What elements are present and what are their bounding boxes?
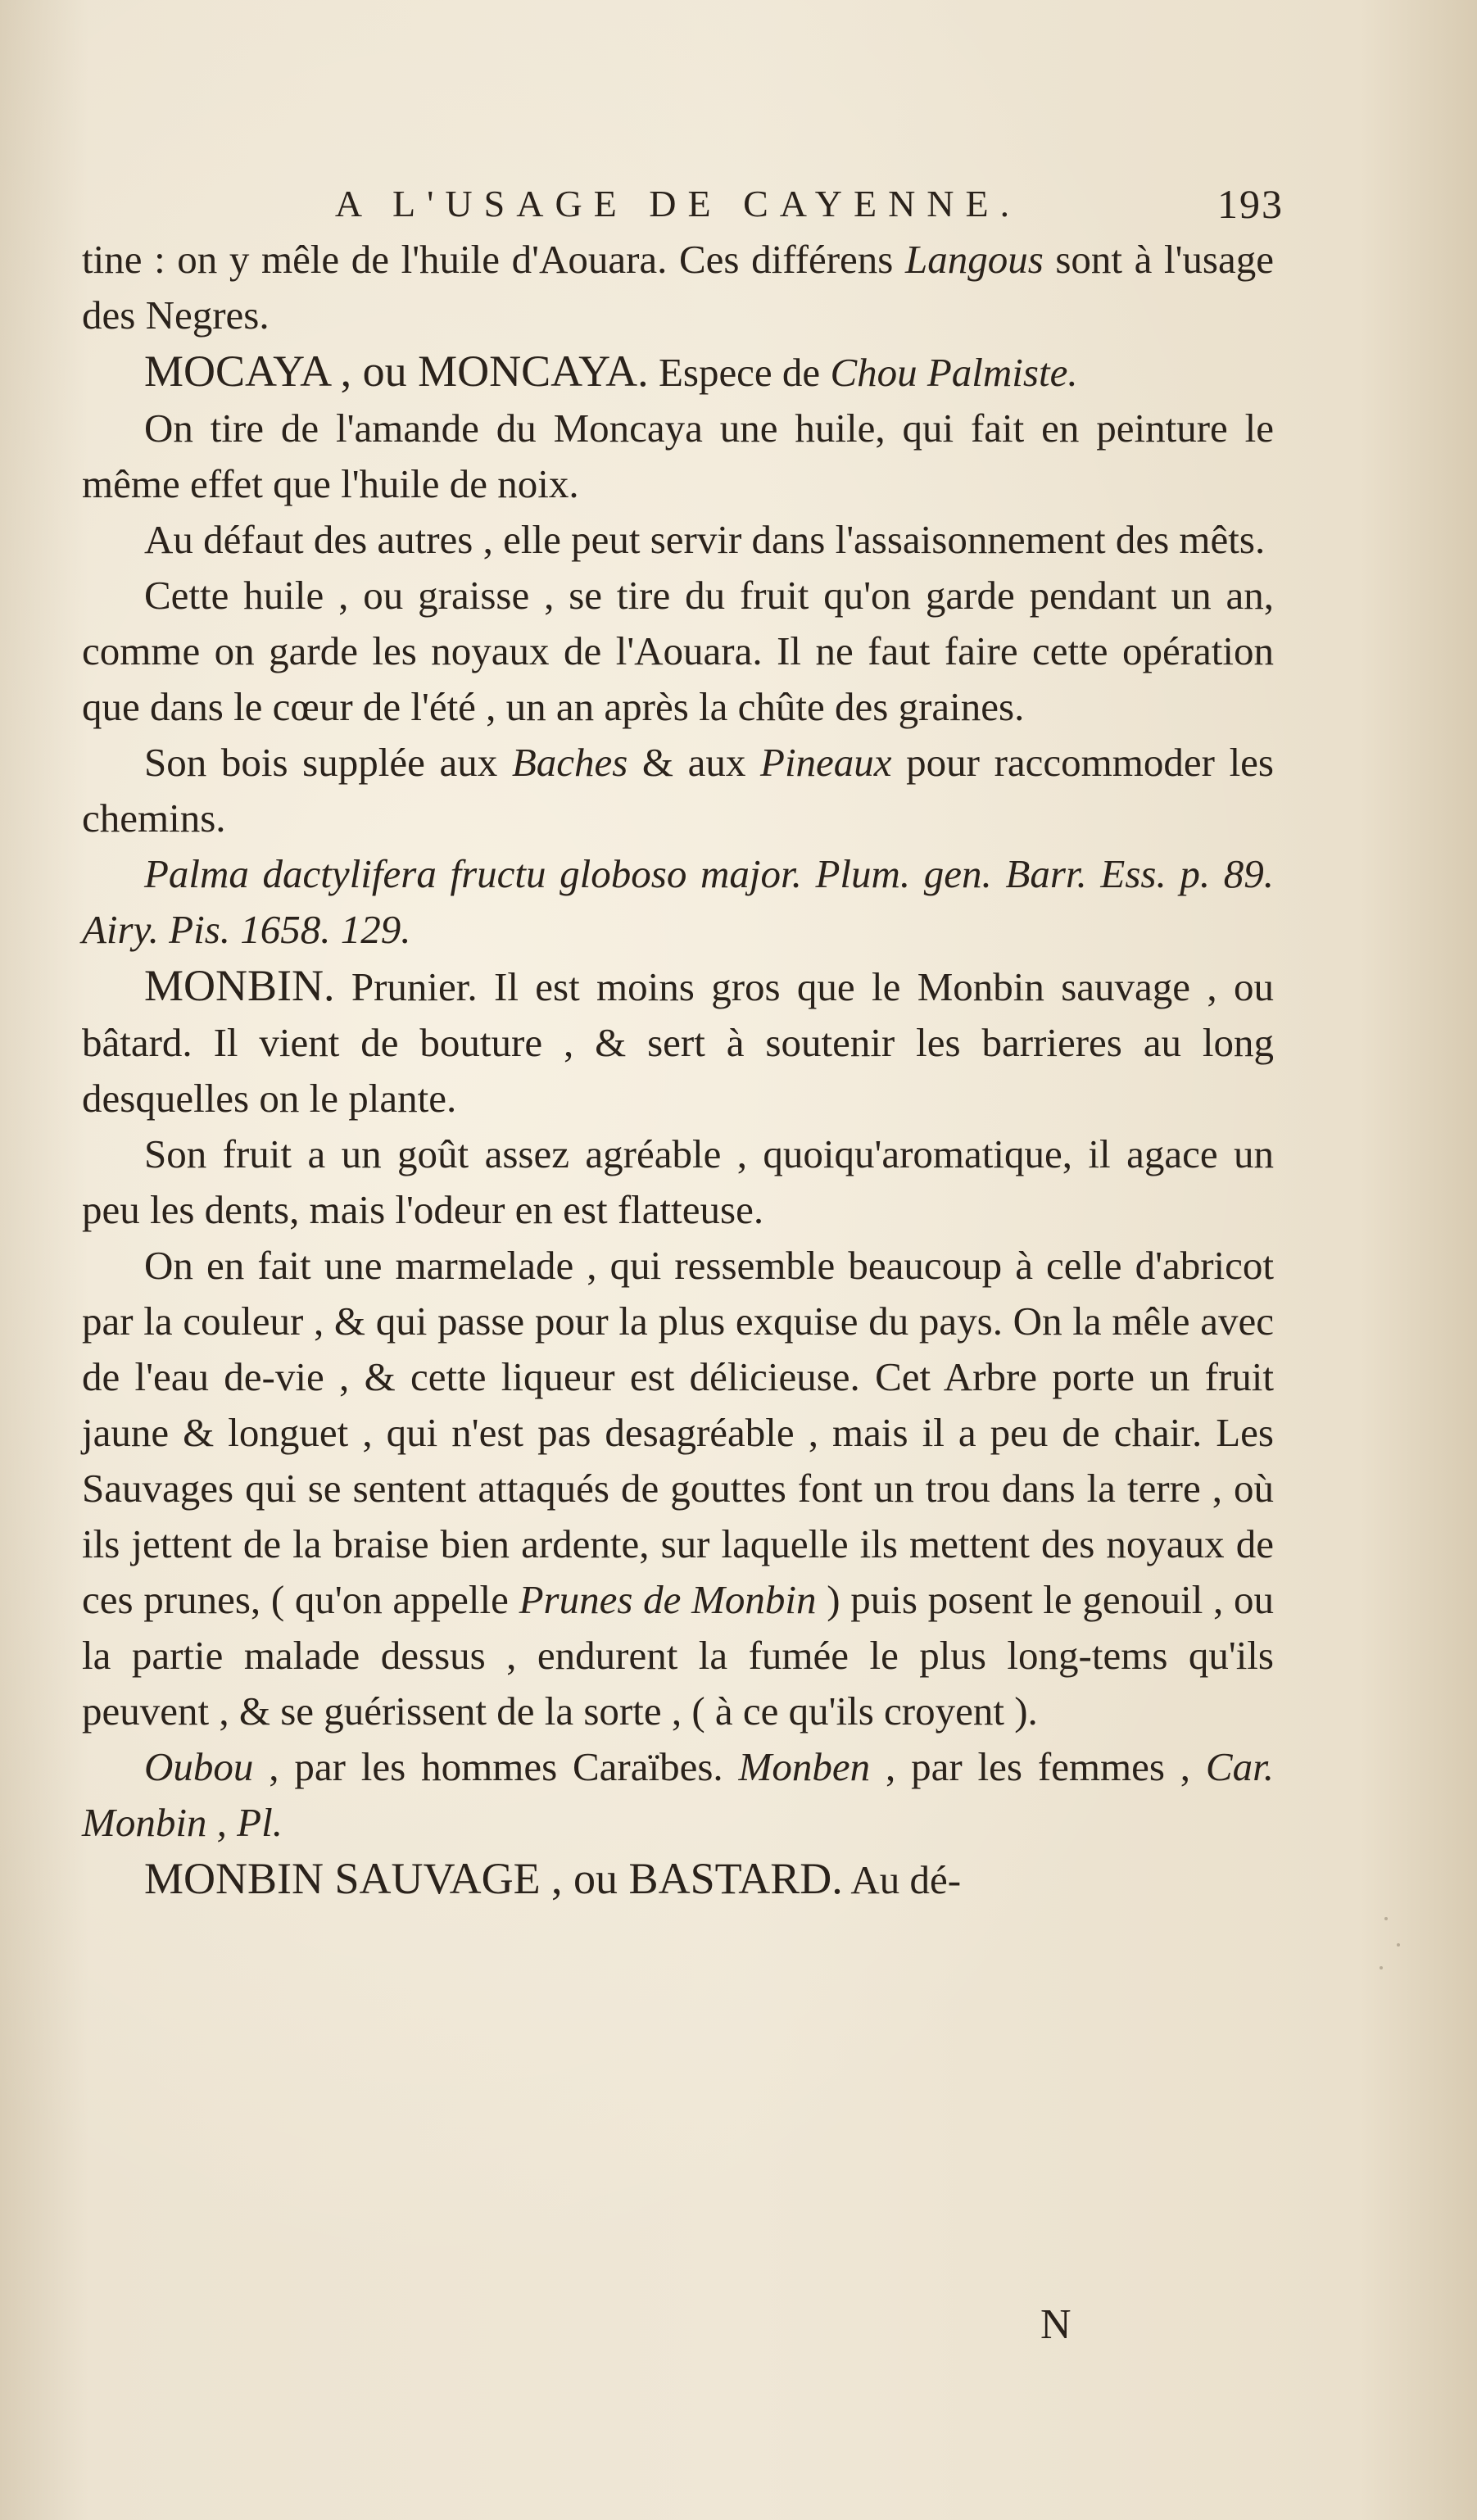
text-run: sont à l'usage des Negres. [82, 237, 1274, 338]
entry-headword: MOCAYA , ou MONCAYA. [144, 347, 649, 396]
dictionary-entry [82, 958, 1274, 1126]
text-run: Son fruit a un goût assez agréable , quoiqu'aromatique, il agace un peu les dents, mais l'odeur en est flatteuse. [82, 1131, 1274, 1232]
paragraph [82, 846, 1274, 958]
dictionary-entry [82, 1851, 1274, 1908]
paper-speck [1397, 1943, 1400, 1947]
paragraph [82, 735, 1274, 846]
text-run: & aux [627, 740, 761, 785]
entry-headword: MONBIN. [144, 961, 335, 1010]
italic-text: Car. Monbin , Pl. [82, 1744, 1274, 1845]
text-run: Cette huile , ou graisse , se tire du fruit qu'on garde pendant un an, comme on garde les noyaux de l'Aouara. Il ne faut faire cette opération que dans le cœur de l'été , un an après la chûte des graines. [82, 573, 1274, 729]
text-block [82, 176, 1284, 1908]
signature-mark: N [1040, 2301, 1072, 2348]
text-run: Son bois supplée aux [144, 740, 512, 785]
text-run: Au dé- [842, 1857, 962, 1902]
paper-speck [1380, 1966, 1383, 1969]
dictionary-entry [82, 343, 1274, 401]
entry-headword: MONBIN SAUVAGE , ou BASTARD. [144, 1854, 843, 1903]
italic-text: Monben [738, 1744, 871, 1789]
text-run: , par les hommes Caraïbes. [253, 1744, 739, 1789]
text-run: Espece de [648, 350, 831, 395]
text-run: On tire de l'amande du Moncaya une huile, qui fait en peinture le même effet que l'huile de noix. [82, 406, 1274, 506]
paper-speck [1384, 1917, 1388, 1920]
italic-text: Baches [511, 740, 628, 785]
body-text [82, 232, 1274, 1908]
paragraph [82, 401, 1274, 512]
text-run: , par les femmes , [870, 1744, 1206, 1789]
running-title: A L'USAGE DE CAYENNE. [334, 183, 1022, 224]
paragraph [82, 1126, 1274, 1238]
paragraph [82, 512, 1274, 568]
text-run: On en fait une marmelade , qui ressemble beaucoup à celle d'abricot par la couleur , & qui passe pour la plus exquise du pays. On la mêle avec de l'eau de-vie , & cette liqueur est délicieuse. Cet Arbre porte un fruit jaune & longuet , qui n'est pas desagréable , mais il a peu de chair. Les Sauvages qui se sentent attaqués de gouttes font un trou dans la terre , où ils jettent de la braise bien ardente, sur laquelle ils mettent des noyaux de ces prunes, ( qu'on appelle [82, 1243, 1274, 1622]
paragraph [82, 1739, 1274, 1851]
running-head [82, 176, 1284, 232]
text-run: ) puis posent le genouil , ou la partie malade dessus , endurent la fumée le plus long-tems qu'ils peuvent , & se guérissent de la sorte , ( à ce qu'ils croyent ). [82, 1577, 1274, 1734]
italic-text: Pineaux [760, 740, 892, 785]
paragraph [82, 568, 1274, 735]
paragraph [82, 232, 1274, 343]
italic-text: Palma dactylifera fructu globoso major. Plum. gen. Barr. Ess. p. 89. Airy. Pis. 1658. 129. [82, 851, 1274, 952]
paragraph [82, 1238, 1274, 1739]
italic-text: Chou Palmiste. [830, 350, 1078, 395]
text-run: Au défaut des autres , elle peut servir dans l'assaisonnement des mêts. [144, 517, 1266, 562]
page-number: 193 [1217, 181, 1284, 227]
text-run: Prunier. Il est moins gros que le Monbin sauvage , ou bâtard. Il vient de bouture , & sert à soutenir les barrieres au long desquelles on le plante. [82, 964, 1274, 1121]
italic-text: Oubou [144, 1744, 254, 1789]
text-run: pour raccommoder les chemins. [82, 740, 1274, 841]
italic-text: Langous [904, 237, 1044, 282]
italic-text: Prunes de Monbin [519, 1577, 817, 1622]
text-run: tine : on y mêle de l'huile d'Aouara. Ces différens [82, 237, 905, 282]
